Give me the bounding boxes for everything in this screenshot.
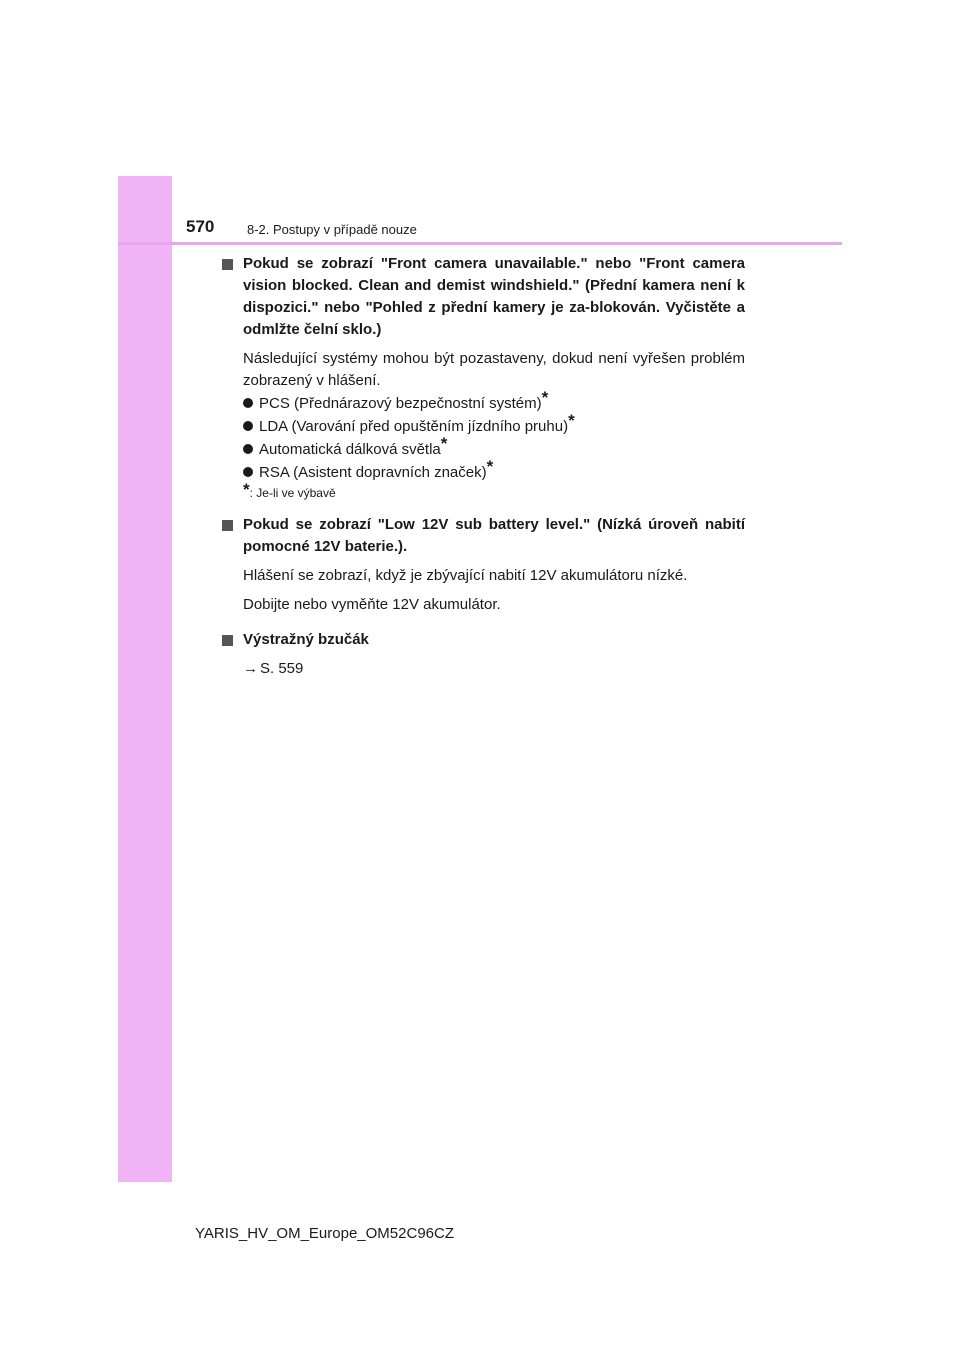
square-bullet-icon <box>222 520 233 531</box>
footnote-star: * <box>486 457 494 476</box>
square-bullet-icon <box>222 635 233 646</box>
heading-low-battery: Pokud se zobrazí "Low 12V sub battery level." (Nízká úroveň nabití pomocné 12V baterie.). <box>222 514 745 558</box>
square-bullet-icon <box>222 259 233 270</box>
paragraph-battery-low: Hlášení se zobrazí, když je zbývající nabití 12V akumulátoru nízké. <box>243 567 688 584</box>
document-code: YARIS_HV_OM_Europe_OM52C96CZ <box>195 1225 454 1242</box>
arrow-right-icon: → <box>243 660 258 677</box>
list-item: Automatická dálková světla* <box>222 438 745 461</box>
footnote-star: * <box>243 480 250 499</box>
circle-bullet-icon <box>243 467 253 477</box>
heading-warning-buzzer: Výstražný bzučák <box>222 629 745 651</box>
page-number: 570 <box>186 217 215 236</box>
section-title: 8-2. Postupy v případě nouze <box>247 222 417 237</box>
list-item: RSA (Asistent dopravních značek)* <box>222 461 745 484</box>
heading-front-camera: Pokud se zobrazí "Front camera unavailable." nebo "Front camera vision blocked. Clean and demist windshield." (Přední kamera není k dispozici." nebo "Pohled z přední kamery je za-blokován. Vyčistěte a odmlžte čelní sklo.) <box>222 253 745 341</box>
list-item: LDA (Varování před opuštěním jízdního pruhu)* <box>222 415 745 438</box>
side-color-bar <box>118 176 172 1182</box>
page-reference: → S. 559 <box>243 660 304 677</box>
footnote-star: * <box>440 434 448 453</box>
circle-bullet-icon <box>243 421 253 431</box>
circle-bullet-icon <box>243 398 253 408</box>
circle-bullet-icon <box>243 444 253 454</box>
paragraph-systems: Následující systémy mohou být pozastaveny, dokud není vyřešen problém zobrazený v hlášení. <box>243 350 745 389</box>
footnote-star: * <box>568 411 575 430</box>
list-item: PCS (Přednárazový bezpečnostní systém)* <box>222 392 745 415</box>
footnote: *: Je-li ve výbavě <box>243 480 336 500</box>
page-content <box>222 253 745 680</box>
header-rule <box>118 242 842 245</box>
footnote-star: * <box>541 388 549 407</box>
paragraph-battery-action: Dobijte nebo vyměňte 12V akumulátor. <box>243 596 501 613</box>
